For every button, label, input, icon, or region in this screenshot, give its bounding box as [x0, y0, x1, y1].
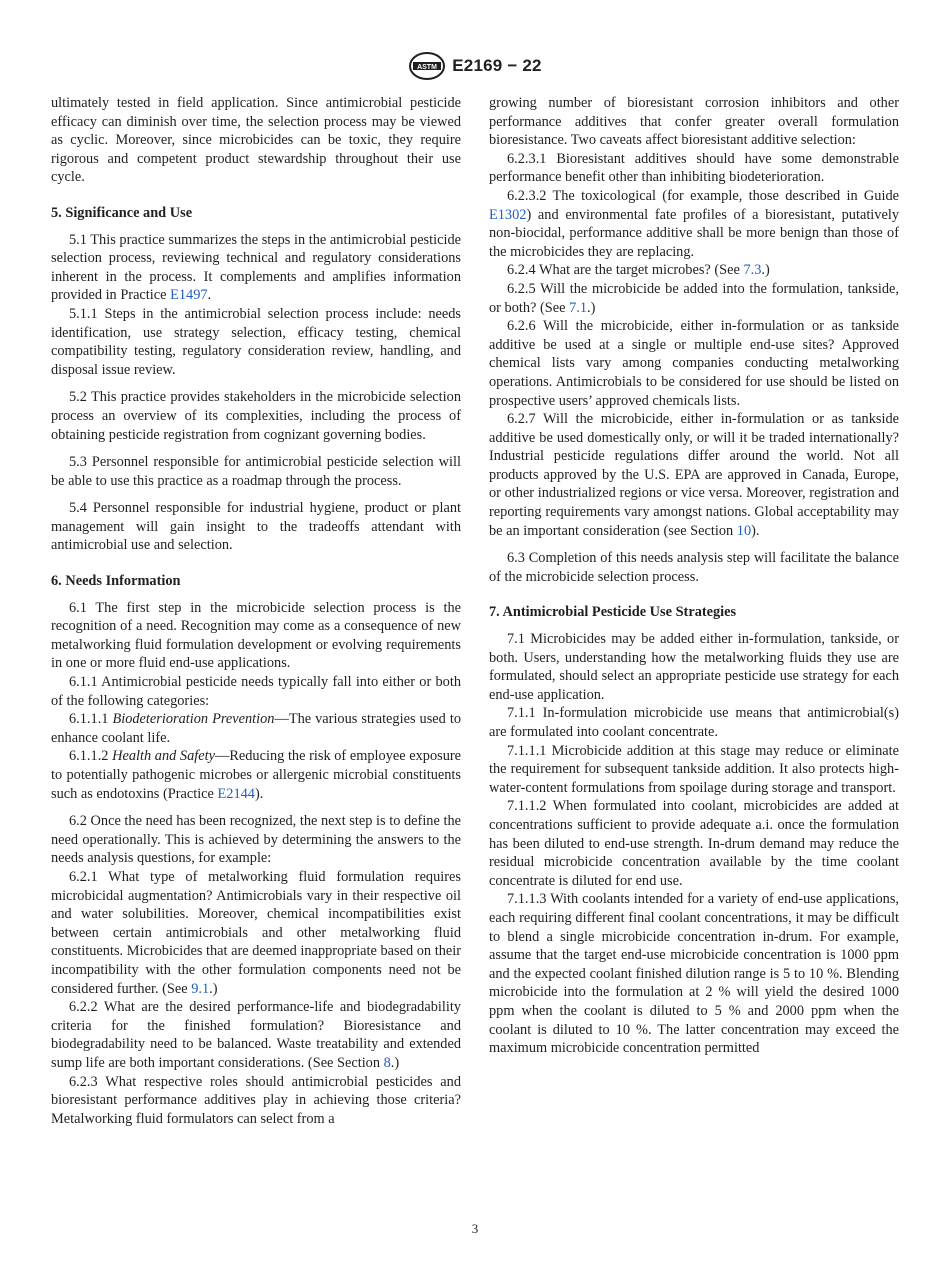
paragraph-6-2: 6.2 Once the need has been recognized, the next step is to define the need operationally. This is achieved by determining the answers to the needs analysis questions, for example:	[51, 813, 461, 867]
astm-logo-text: ASTM	[417, 64, 438, 71]
ref-link-e1497[interactable]: E1497	[170, 287, 208, 304]
left-column	[51, 94, 461, 1128]
section-heading-6: 6. Needs Information	[51, 573, 181, 590]
paragraph-6-2-1: 6.2.1 What type of metalworking fluid formulation requires microbicidal augmentation? Antimicrobials vary in their respective oil and water solubilities. Moreover, chemical incompatibilities exist between certain antimicrobials and other metalworking fluid constituents. Microbicides that are deemed inappropriate based on their incompatibility with the other formulation components need not be considered further. (See 9.1.)	[51, 868, 461, 997]
section-heading-7: 7. Antimicrobial Pesticide Use Strategies	[489, 604, 737, 621]
paragraph-5-1-1: 5.1.1 Steps in the antimicrobial selection process include: needs identification, use strategy selection, efficacy testing, chemical compatibility testing, regulatory consideration review, handling, and disposal issue review.	[51, 305, 461, 378]
page-header	[0, 50, 950, 82]
paragraph-7-1-1: 7.1.1 In-formulation microbicide use means that antimicrobial(s) are formulated into coolant concentrate.	[489, 705, 899, 740]
paragraph-6-3: 6.3 Completion of this needs analysis step will facilitate the balance of the microbicide selection process.	[489, 550, 899, 585]
paragraph-7-1: 7.1 Microbicides may be added either in-formulation, tankside, or both. Users, understanding how the metalworking fluids they use are formulated, should select an appropriate pesticide use strategy for each end-use application.	[489, 631, 899, 703]
paragraph-5-4: 5.4 Personnel responsible for industrial hygiene, product or plant management will gain insight to the tradeoffs attendant with antimicrobial use and selection.	[51, 500, 461, 554]
ref-link-e1302[interactable]: E1302	[489, 206, 527, 223]
paragraph-6-1-1-1: 6.1.1.1 Biodeterioration Prevention—The various strategies used to enhance coolant life.	[51, 711, 461, 746]
section-heading-5: 5. Significance and Use	[51, 204, 193, 221]
paragraph-5-3: 5.3 Personnel responsible for antimicrobial pesticide selection will be able to use this practice as a roadmap through the process.	[51, 454, 461, 489]
paragraph-5-2: 5.2 This practice provides stakeholders in the microbicide selection process an overview of its complexities, including the process of obtaining pesticide registration from cognizant governing bodies.	[51, 389, 461, 443]
standard-designation: E2169 − 22	[452, 56, 542, 75]
paragraph-continued: ultimately tested in field application. Since antimicrobial pesticide efficacy can diminish over time, the selection process may be viewed as cyclic. Moreover, since microbicides can be toxic, they require rigorous and competent product stewardship throughout their use cycle.	[51, 95, 461, 186]
paragraph-7-1-1-2: 7.1.1.2 When formulated into coolant, microbicides are added at concentrations sufficient to provide adequate a.i. once the formulation has been diluted to end-use strength. In-drum demand may reduce the residual microbicide concentration available by the time coolant concentrate is diluted for end use.	[489, 798, 899, 889]
paragraph-6-1: 6.1 The first step in the microbicide selection process is the recognition of a need. Recognition may come as a consequence of new metalworking fluid formulation development or evolving requirements in one or more fluid end-use applications.	[51, 599, 461, 672]
right-column	[489, 94, 899, 1058]
paragraph-7-1-1-1: 7.1.1.1 Microbicide addition at this stage may reduce or eliminate the requirement for subsequent tankside addition. It also protects high-water-content formulations from spoilage during storage and transport.	[489, 742, 899, 796]
paragraph-5-1: 5.1 This practice summarizes the steps in the antimicrobial pesticide selection process, reviewing technical and regulatory considerations inherent in the process. It complements and amplifies information provided in Practice E1497.	[51, 231, 461, 304]
ref-link-section-10[interactable]: 10	[736, 522, 752, 539]
ref-link-section-8[interactable]: 8	[383, 1054, 391, 1071]
paragraph-6-2-4: 6.2.4 What are the target microbes? (See 7.3.)	[507, 262, 770, 279]
paragraph-6-1-1-2: 6.1.1.2 Health and Safety—Reducing the risk of employee exposure to potentially pathogenic microbes or allergenic microbial constituents such as endotoxins (Practice E2144).	[51, 748, 462, 802]
ref-link-9-1[interactable]: 9.1	[191, 980, 210, 997]
ref-link-7-1[interactable]: 7.1	[569, 299, 587, 316]
ref-link-e2144[interactable]: E2144	[217, 785, 255, 802]
ref-link-7-3[interactable]: 7.3	[743, 262, 762, 279]
paragraph-6-2-7: 6.2.7 Will the microbicide, either in-formulation or as tankside additive be used domestically only, or will it be traded internationally? Industrial pesticide regulations differ around the world. Not all products approved by the U.S. EPA are approved in Canada, Europe, or other industrialized regions or vice versa. Moreover, registration and reporting requirements vary amongst nations. Global acceptability may be an important consideration (see Section 10).	[489, 411, 899, 539]
paragraph-7-1-1-3: 7.1.1.3 With coolants intended for a variety of end-use applications, each requiring different final coolant concentrations, it may be difficult to blend a single microbicide concentration in-drum. For example, assume that the target end-use microbicide concentration is 1000 ppm and the expected coolant finished dilution range is 5 to 10 %. Blending microbicide into the formulation at 2 % will yield the desired 1000 ppm when the coolant is diluted to 5 % and 2000 ppm when the coolant is diluted to 10 %. The latter concentration may exceed the maximum microbicide concentration permitted	[489, 891, 899, 1057]
astm-logo-icon	[408, 51, 446, 81]
paragraph-6-2-3-continued: growing number of bioresistant corrosion inhibitors and other performance additives that confer greater overall formulation bioresistance. Two caveats affect bioresistant additive selection:	[489, 95, 899, 149]
paragraph-6-2-3-1: 6.2.3.1 Bioresistant additives should have some demonstrable performance benefit other than inhibiting biodeterioration.	[489, 150, 899, 186]
paragraph-6-2-3: 6.2.3 What respective roles should antimicrobial pesticides and bioresistant performance additives play in achieving those criteria? Metalworking fluid formulators can select from a	[51, 1073, 461, 1127]
paragraph-6-2-3-2: 6.2.3.2 The toxicological (for example, those described in Guide E1302) and environmental fate profiles of a bioresistant, putatively non-biocidal, performance additive shall be more benign than those of the microbicides they are replacing.	[489, 187, 899, 260]
page-number: 3	[471, 1221, 479, 1236]
paragraph-6-2-6: 6.2.6 Will the microbicide, either in-formulation or as tankside additive be used at a single or multiple end-use sites? Approved chemical lists vary among companies conducting metalworking operations. Antimicrobials to be considered for use should be listed on prospective users’ approved chemicals lists.	[489, 318, 899, 409]
paragraph-6-2-2: 6.2.2 What are the desired performance-life and biodegradability criteria for the finished formulation? Bioresistance and biodegradability need to be balanced. Waste treatability and extended sump life are both important considerations. (See Section 8.)	[51, 999, 461, 1071]
paragraph-6-1-1: 6.1.1 Antimicrobial pesticide needs typically fall into either or both of the following categories:	[51, 674, 461, 709]
paragraph-6-2-5: 6.2.5 Will the microbicide be added into the formulation, tankside, or both? (See 7.1.)	[489, 280, 899, 316]
